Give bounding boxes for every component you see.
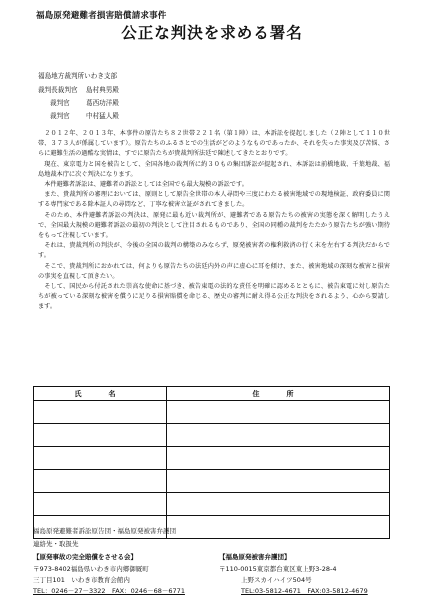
right-org-address2: 上野スカイハイツ504号 — [241, 576, 312, 584]
signature-row — [34, 447, 390, 470]
contact-label: 連絡先・取扱先 — [33, 540, 79, 548]
case-name: 福島原発避難者損害賠償請求事件 — [36, 11, 167, 21]
body-paragraph: そして、国民から付託された崇高な使命に基づき、被告東電の法的な責任を明確に認めるとともに、被告東電に対し原告たちが被っている深刻な被害を償うに足りる損害賠償を命じる、歴史の審判に耐え得る公正な判決をされるよう、心から要請します。 — [38, 283, 390, 311]
petition-body — [38, 129, 390, 313]
judge-role: 裁判官 — [50, 112, 70, 120]
address-cell[interactable] — [167, 424, 390, 447]
right-org-phone: TEL:03-5812-4671 FAX:03-5812-4679 — [241, 587, 368, 595]
left-org-address1: 〒973-8402福島県いわき市内郷御厩町 — [33, 565, 149, 573]
organizations: 福島原発避難者訴訟原告団・福島原発被害弁護団 — [33, 527, 176, 535]
judge-row-2 — [38, 97, 119, 107]
right-org-name: 【福島原発被害弁護団】 — [219, 553, 291, 561]
name-cell[interactable] — [34, 493, 167, 516]
signature-row — [34, 470, 390, 493]
address-cell[interactable] — [167, 516, 390, 539]
right-org-address1: 〒110-0015東京都台東区東上野3-28-4 — [219, 565, 337, 573]
address-column-header: 住 所 — [167, 387, 390, 401]
judge-name: 葛西功洋殿 — [86, 99, 119, 107]
judge-name: 島村典男殿 — [86, 86, 119, 94]
signature-row — [34, 401, 390, 424]
name-cell[interactable] — [34, 401, 167, 424]
body-paragraph: また、貴裁判所の審理においては、原則として原告全世帯の本人尋問や三度にわたる被害地域での現地検証、政府委員に関する専門家である除本証人の尋問など、丁寧な被害立証がされてきました。 — [38, 191, 390, 209]
left-org-address2: 三丁目101 いわき市教育会館内 — [33, 576, 130, 584]
body-paragraph: そのため、本件避難者訴訟の判決は、原発に最も近い裁判所が、避難者である原告たちの被害の実態を深く解明したうえで、全国最大規模の避難者訴訟の最初の判決として注目されるものであり、全国の同種の裁判をたたかう原告たちが強い期待をもって注視しています。 — [38, 211, 390, 240]
court-name: 福島地方裁判所いわき支部 — [38, 72, 118, 80]
body-paragraph: 現在、東京電力と国を被告として、全国各地の裁判所に約３０もの集団訴訟が提起され、本訴訟は前橋地裁、千葉地裁、福島地裁本庁に次ぐ判決になります。 — [38, 160, 390, 178]
body-paragraph: 本件避難者訴訟は、避難者の訴訟としては全国でも最大規模の訴訟です。 — [44, 181, 248, 189]
left-org-name: 【原発事故の完全賠償をさせる会】 — [33, 553, 137, 561]
name-cell[interactable] — [34, 470, 167, 493]
signature-table-header — [34, 387, 390, 401]
body-paragraph: そこで、貴裁判所におかれては、何よりも原告たちの法廷内外の声に虚心に耳を傾け、また、被害地域の深刻な被害と損害の事実を直視して頂きたい。 — [38, 262, 390, 280]
judge-role: 裁判長裁判官 — [38, 86, 78, 94]
name-cell[interactable] — [34, 447, 167, 470]
judge-name: 中村猛人殿 — [86, 112, 119, 120]
name-column-header: 氏 名 — [34, 387, 167, 401]
address-cell[interactable] — [167, 493, 390, 516]
signature-table — [33, 386, 390, 539]
signature-row — [34, 493, 390, 516]
address-cell[interactable] — [167, 401, 390, 424]
body-paragraph: それは、貴裁判所の判決が、今後の全国の裁判の構築のみならず、原発被害者の権利救済の行く末を左右する判決だからです。 — [38, 242, 390, 260]
judge-row-3 — [38, 110, 119, 120]
page-title: 公正な判決を求める署名 — [121, 24, 303, 42]
address-cell[interactable] — [167, 447, 390, 470]
body-paragraph: ２０１２年、２０１３年、本事件の原告たち８２世帯２２１名（第１陣）は、本訴訟を提起しました（２陣として１１０世帯、３７３人が係属しています）。原告たちのふるさとでの生活がどのようなものであったか、それを失った事実及び苦悩、さらに避難生活の過酷な実情は、すでに原告たちが貴裁判所法廷で陳述してきたとおりです。 — [38, 130, 390, 158]
address-cell[interactable] — [167, 470, 390, 493]
judge-row-1 — [38, 84, 119, 94]
judge-role: 裁判官 — [50, 99, 70, 107]
name-cell[interactable] — [34, 424, 167, 447]
left-org-phone: TEL：0246－27－3322 FAX：0246－68－6771 — [33, 587, 185, 595]
signature-row — [34, 424, 390, 447]
